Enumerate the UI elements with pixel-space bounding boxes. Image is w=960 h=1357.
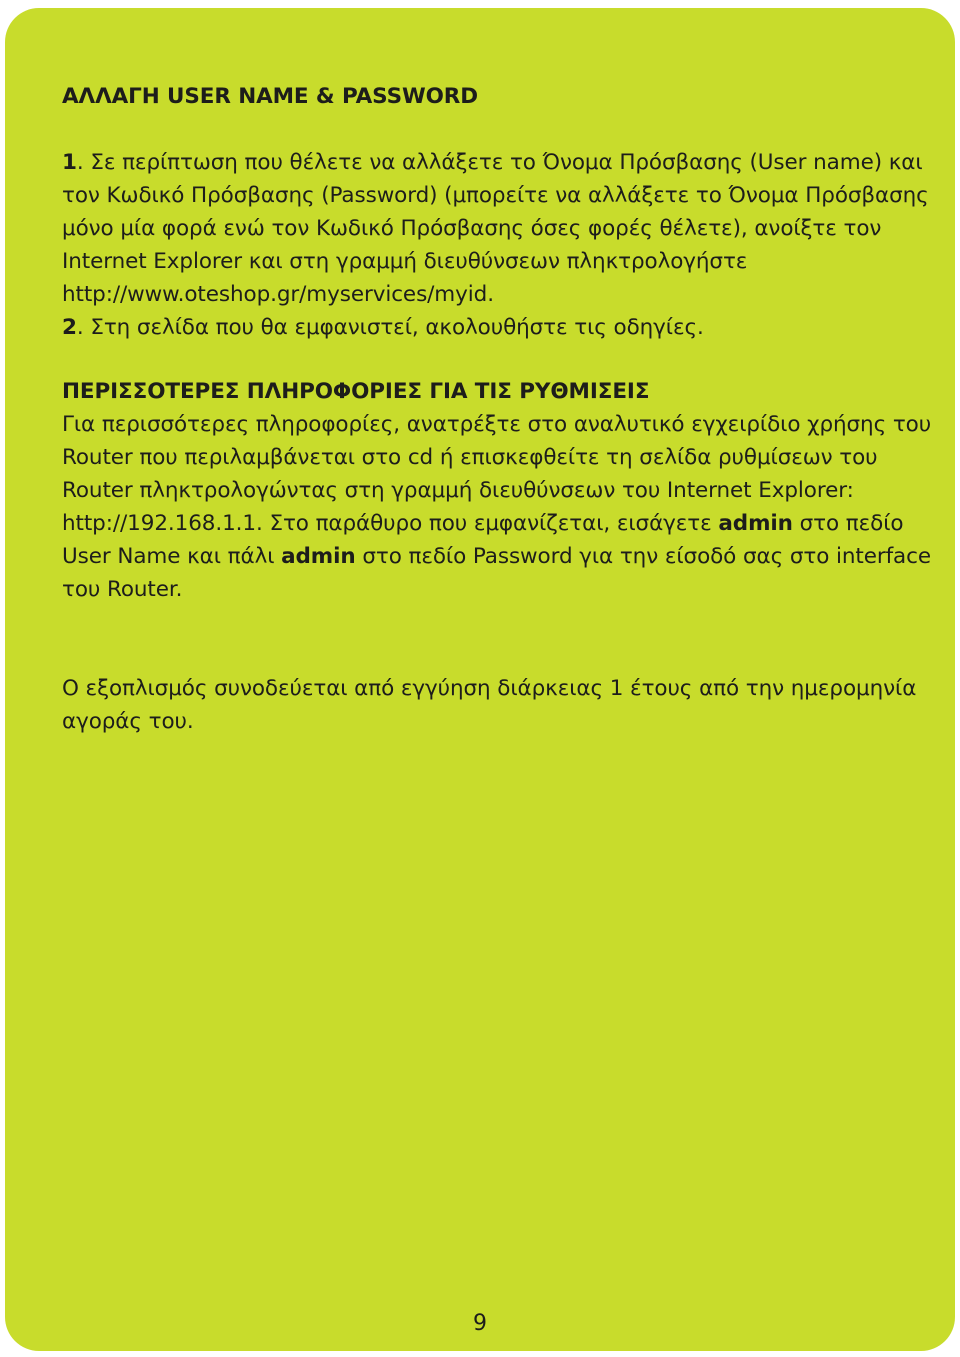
step-1-text: . Σε περίπτωση που θέλετε να αλλάξετε το Όνομα Πρόσβασης (User name) και τον Κωδικό Πρόσβασης (Password) (μπορείτε να αλλάξετε το Όνομα Πρόσβασης μόνο μία φορά ενώ τον Κωδικό Πρόσβασης όσες φορές θέλετε), ανοίξτε τον Internet Explorer και στη γραμμή διευθύνσεων πληκτρολογήστε http://www.oteshop.gr/myservices/myid. [62, 150, 929, 307]
step-1-number: 1 [62, 150, 77, 175]
section-title-change-credentials: ΑΛΛΑΓΗ USER NAME & PASSWORD [62, 84, 478, 109]
more-info-text-1: Για περισσότερες πληροφορίες, ανατρέξτε στο αναλυτικό εγχειρίδιο χρήσης του Router που περιλαμβάνεται στο cd ή επισκεφθείτε τη σελίδα ρυθμίσεων του Router πληκτρολογώντας στη γραμμή διευθύνσεων του Internet Explorer: http://192.168.1.1. Στο παράθυρο που εμφανίζεται, εισάγετε [62, 412, 932, 536]
section-title-more-info: ΠΕΡΙΣΣΟΤΕΡΕΣ ΠΛΗΡΟΦΟΡΙΕΣ ΓΙΑ ΤΙΣ ΡΥΘΜΙΣΕΙΣ [62, 379, 650, 404]
more-info-text-2: στο πεδίο User Name και πάλι [62, 511, 904, 569]
step-2-number: 2 [62, 315, 77, 340]
step-1-paragraph [62, 146, 932, 311]
admin-password-value: admin [281, 544, 356, 569]
document-content [62, 80, 932, 738]
more-info-paragraph [62, 408, 932, 606]
admin-username-value: admin [718, 511, 793, 536]
warranty-paragraph: Ο εξοπλισμός συνοδεύεται από εγγύηση διάρκειας 1 έτους από την ημερομηνία αγοράς του. [62, 676, 917, 734]
step-2-paragraph [62, 311, 932, 344]
step-2-text: . Στη σελίδα που θα εμφανιστεί, ακολουθήστε τις οδηγίες. [76, 315, 704, 340]
page-background [5, 8, 955, 1351]
page-number: 9 [473, 1311, 487, 1336]
more-info-text-3: στο πεδίο Password για την είσοδό σας στο interface του Router. [62, 544, 931, 602]
